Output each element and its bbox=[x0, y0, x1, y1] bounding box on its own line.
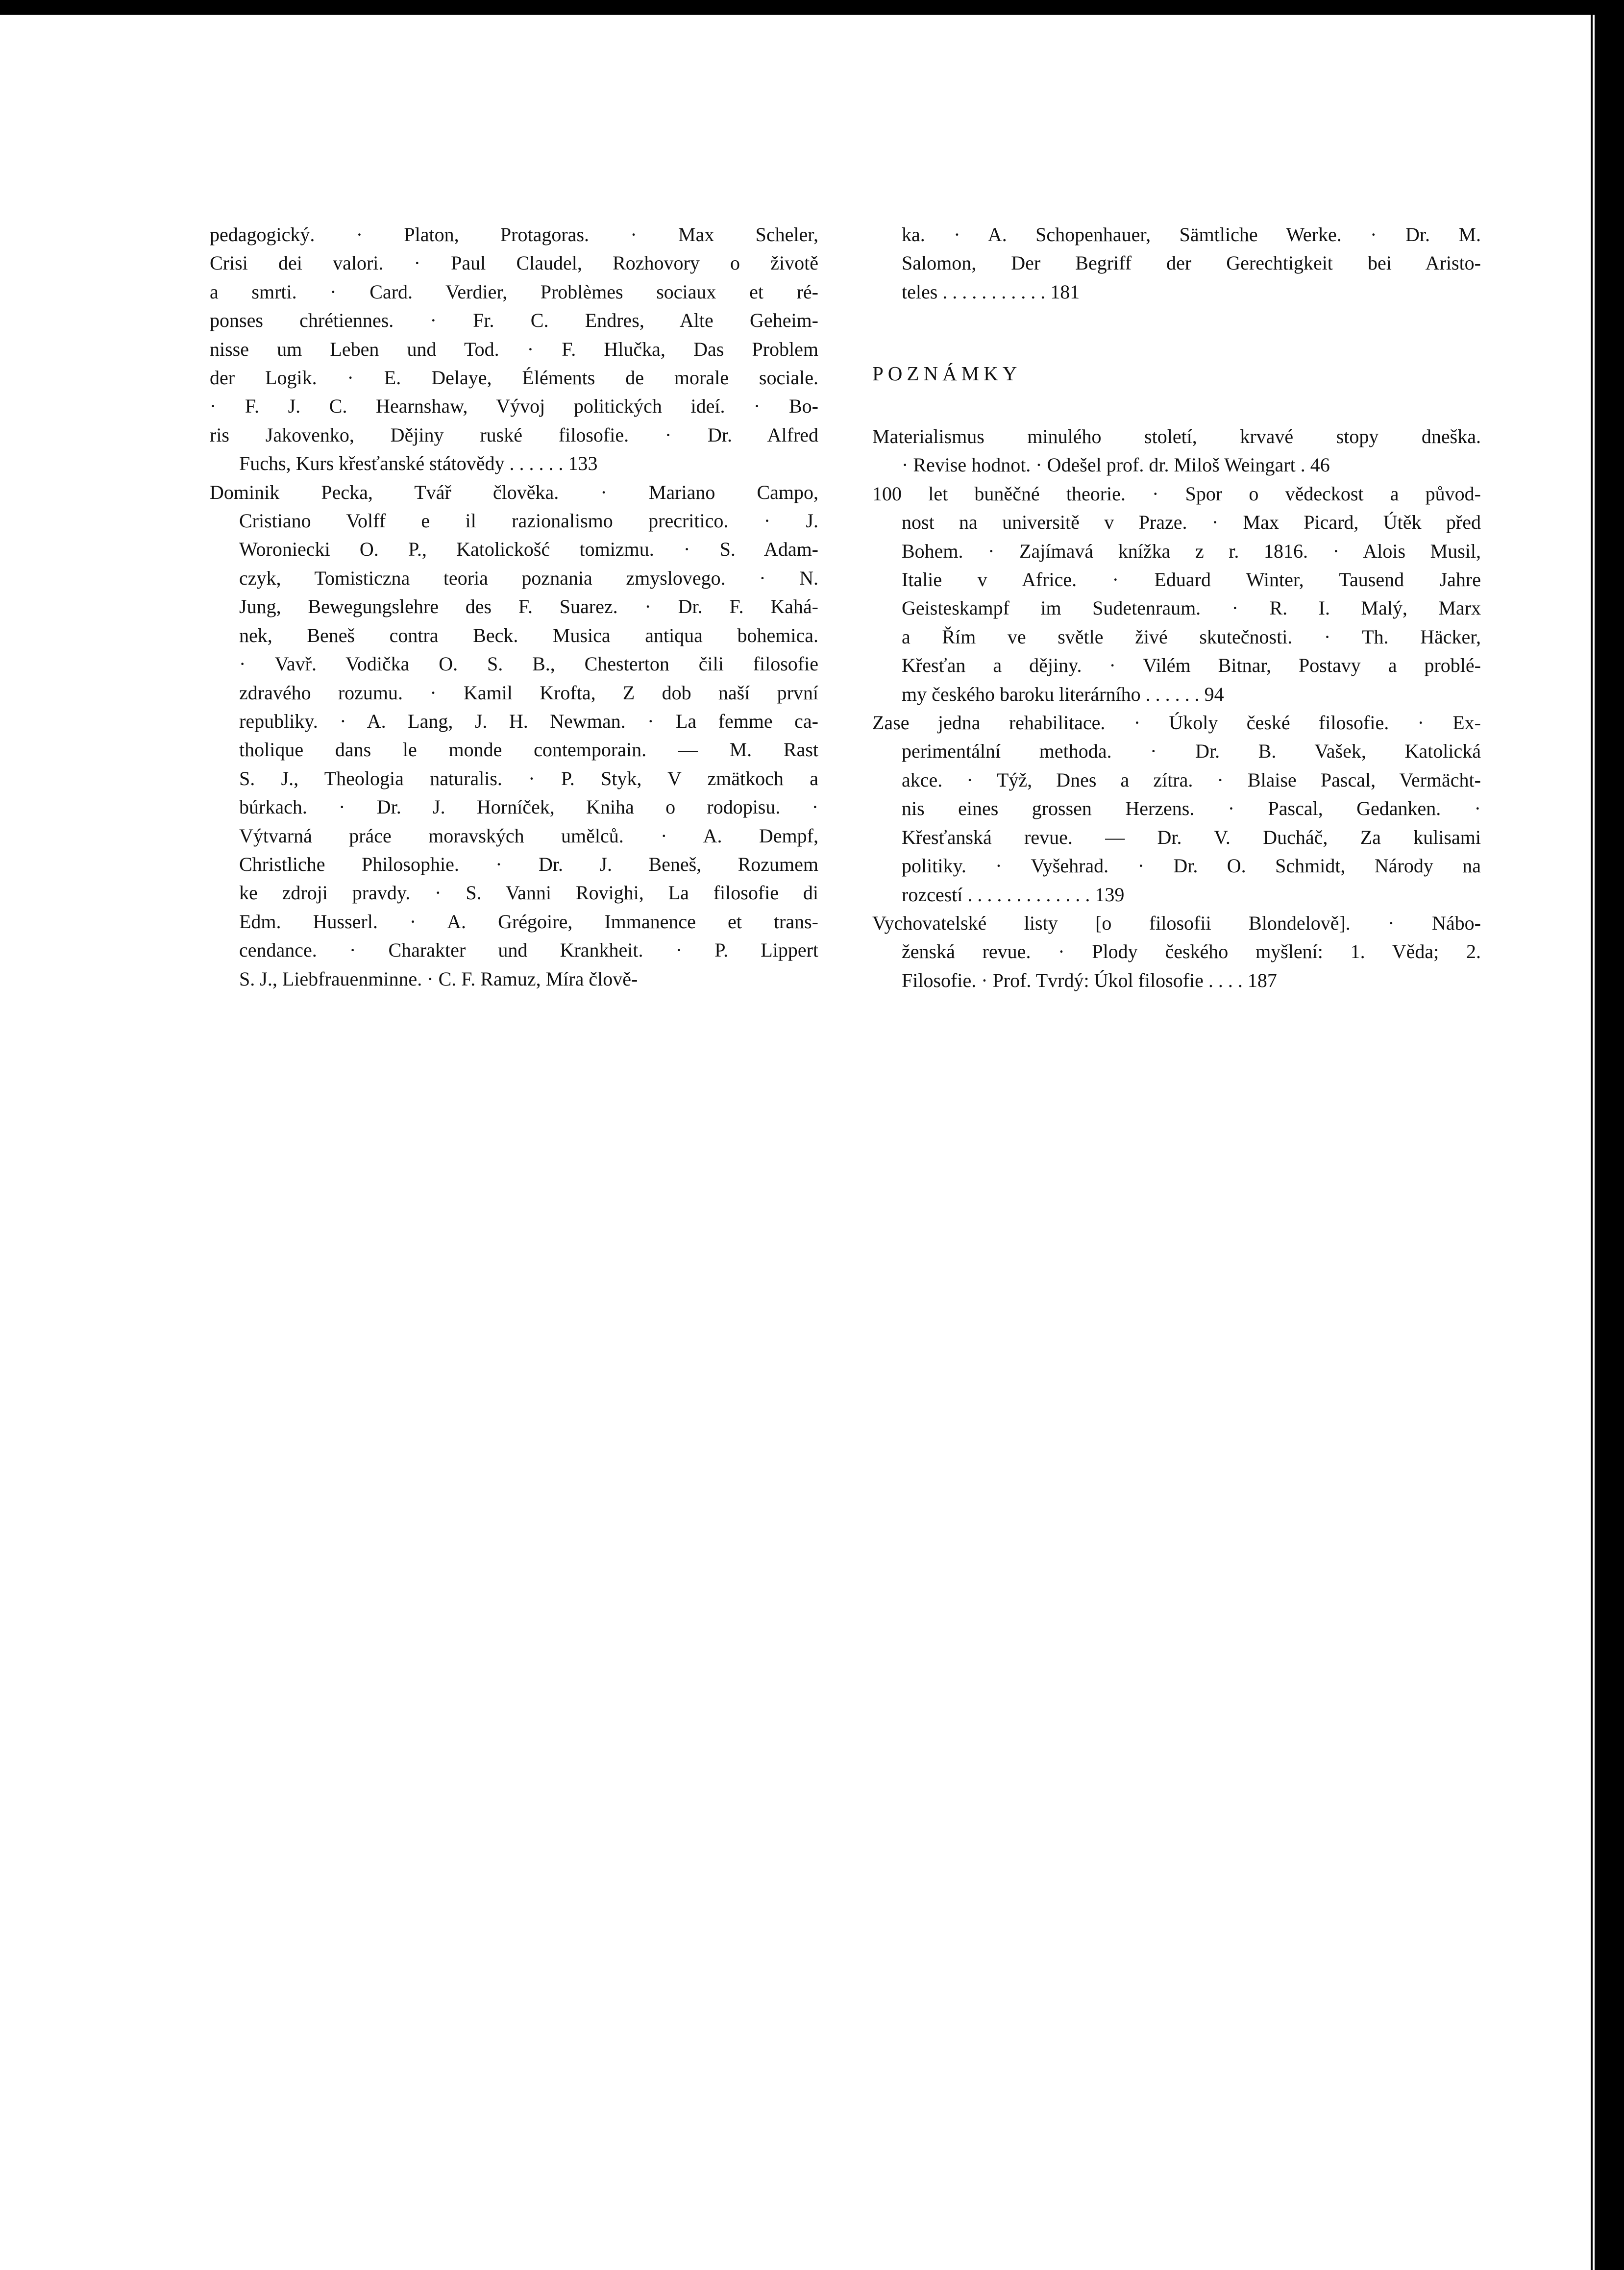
text-line: Edm. Husserl. · A. Grégoire, Immanence et trans- bbox=[239, 910, 818, 933]
text-line: Cristiano Volff e il razionalismo precritico. · J. bbox=[239, 510, 818, 532]
note-line: perimentální methoda. · Dr. B. Vašek, Katolická bbox=[902, 740, 1481, 763]
text-line: Woroniecki O. P., Katolickošć tomizmu. · S. Adam- bbox=[239, 538, 818, 561]
text-line: a smrti. · Card. Verdier, Problèmes sociaux et ré- bbox=[210, 280, 818, 303]
text-line: teles . . . . . . . . . . . 181 bbox=[902, 280, 1080, 303]
notes-list bbox=[872, 422, 1481, 995]
note-line: Křesťan a dějiny. · Vilém Bitnar, Postavy a problé- bbox=[902, 654, 1481, 677]
text-line: czyk, Tomisticzna teoria poznania zmyslovego. · N. bbox=[239, 567, 818, 589]
text-line: Dominik Pecka, Tvář člověka. · Mariano Campo, bbox=[210, 481, 818, 503]
text-line: Jung, Bewegungslehre des F. Suarez. · Dr. F. Kahá- bbox=[239, 595, 818, 618]
text-line: ka. · A. Schopenhauer, Sämtliche Werke. · Dr. M. bbox=[902, 223, 1481, 246]
text-line: ponses chrétiennes. · Fr. C. Endres, Alte Geheim- bbox=[210, 309, 818, 332]
text-line: Výtvarná práce moravských umělců. · A. Dempf, bbox=[239, 824, 818, 847]
note-line: Italie v Africe. · Eduard Winter, Tausend Jahre bbox=[902, 568, 1481, 591]
note-line: ženská revue. · Plody českého myšlení: 1. Věda; 2. bbox=[902, 940, 1481, 963]
text-line: · F. J. C. Hearnshaw, Vývoj politických ideí. · Bo- bbox=[210, 395, 818, 418]
text-line: S. J., Theologia naturalis. · P. Styk, V zmätkoch a bbox=[239, 767, 818, 790]
text-line: tholique dans le monde contemporain. — M. Rast bbox=[239, 739, 818, 761]
note-line: Zase jedna rehabilitace. · Úkoly české filosofie. · Ex- bbox=[872, 712, 1481, 734]
note-line: akce. · Týž, Dnes a zítra. · Blaise Pascal, Vermächt- bbox=[902, 768, 1481, 791]
text-line: ke zdroji pravdy. · S. Vanni Rovighi, La filosofie di bbox=[239, 882, 818, 904]
text-line: republiky. · A. Lang, J. H. Newman. · La femme ca- bbox=[239, 710, 818, 732]
left-column bbox=[210, 221, 818, 993]
note-line: a Řím ve světle živé skutečnosti. · Th. Häcker, bbox=[902, 625, 1481, 648]
note-line: Vychovatelské listy [o filosofii Blondelově]. · Nábo- bbox=[872, 912, 1481, 934]
note-line: Bohem. · Zajímavá knížka z r. 1816. · Alois Musil, bbox=[902, 540, 1481, 562]
scan-top-border bbox=[0, 0, 1624, 15]
text-line: S. J., Liebfrauenminne. · C. F. Ramuz, Míra člově- bbox=[239, 967, 638, 990]
text-line: Christliche Philosophie. · Dr. J. Beneš, Rozumem bbox=[239, 853, 818, 875]
scan-page-edge bbox=[1591, 15, 1593, 2270]
text-line: Crisi dei valori. · Paul Claudel, Rozhovory o životě bbox=[210, 252, 818, 274]
text-line: pedagogický. · Platon, Protagoras. · Max Scheler, bbox=[210, 223, 818, 246]
right-column bbox=[872, 221, 1481, 306]
section-heading-poznamky: POZNÁMKY bbox=[872, 362, 1022, 385]
note-line: nis eines grossen Herzens. · Pascal, Gedanken. · bbox=[902, 797, 1481, 820]
note-line: 100 let buněčné theorie. · Spor o vědeckost a původ- bbox=[872, 482, 1481, 505]
note-line: Filosofie. · Prof. Tvrdý: Úkol filosofie . . . . 187 bbox=[902, 969, 1277, 991]
note-line: Materialismus minulého století, krvavé stopy dneška. bbox=[872, 425, 1481, 447]
note-line: · Revise hodnot. · Odešel prof. dr. Miloš Weingart . 46 bbox=[902, 454, 1330, 476]
text-line: zdravého rozumu. · Kamil Krofta, Z dob naší první bbox=[239, 681, 818, 704]
text-line: Salomon, Der Begriff der Gerechtigkeit bei Aristo- bbox=[902, 252, 1481, 274]
note-line: Geisteskampf im Sudetenraum. · R. I. Malý, Marx bbox=[902, 597, 1481, 619]
note-line: Křesťanská revue. — Dr. V. Ducháč, Za kulisami bbox=[902, 826, 1481, 848]
text-line: cendance. · Charakter und Krankheit. · P. Lippert bbox=[239, 939, 818, 962]
text-line: der Logik. · E. Delaye, Éléments de morale sociale. bbox=[210, 367, 818, 389]
note-line: nost na universitě v Praze. · Max Picard, Útěk před bbox=[902, 511, 1481, 534]
text-line: búrkach. · Dr. J. Horníček, Kniha o rodopisu. · bbox=[239, 796, 818, 818]
text-line: · Vavř. Vodička O. S. B., Chesterton čili filosofie bbox=[239, 653, 818, 675]
text-line: nek, Beneš contra Beck. Musica antiqua bohemica. bbox=[239, 624, 818, 646]
text-line: ris Jakovenko, Dějiny ruské filosofie. · Dr. Alfred bbox=[210, 423, 818, 446]
text-line: nisse um Leben und Tod. · F. Hlučka, Das Problem bbox=[210, 338, 818, 360]
text-line: Fuchs, Kurs křesťanské státovědy . . . . . . 133 bbox=[239, 452, 598, 475]
note-line: rozcestí . . . . . . . . . . . . . 139 bbox=[902, 883, 1125, 906]
note-line: my českého baroku literárního . . . . . . 94 bbox=[902, 683, 1224, 705]
note-line: politiky. · Vyšehrad. · Dr. O. Schmidt, Národy na bbox=[902, 855, 1481, 877]
scan-right-border bbox=[1595, 0, 1624, 2270]
